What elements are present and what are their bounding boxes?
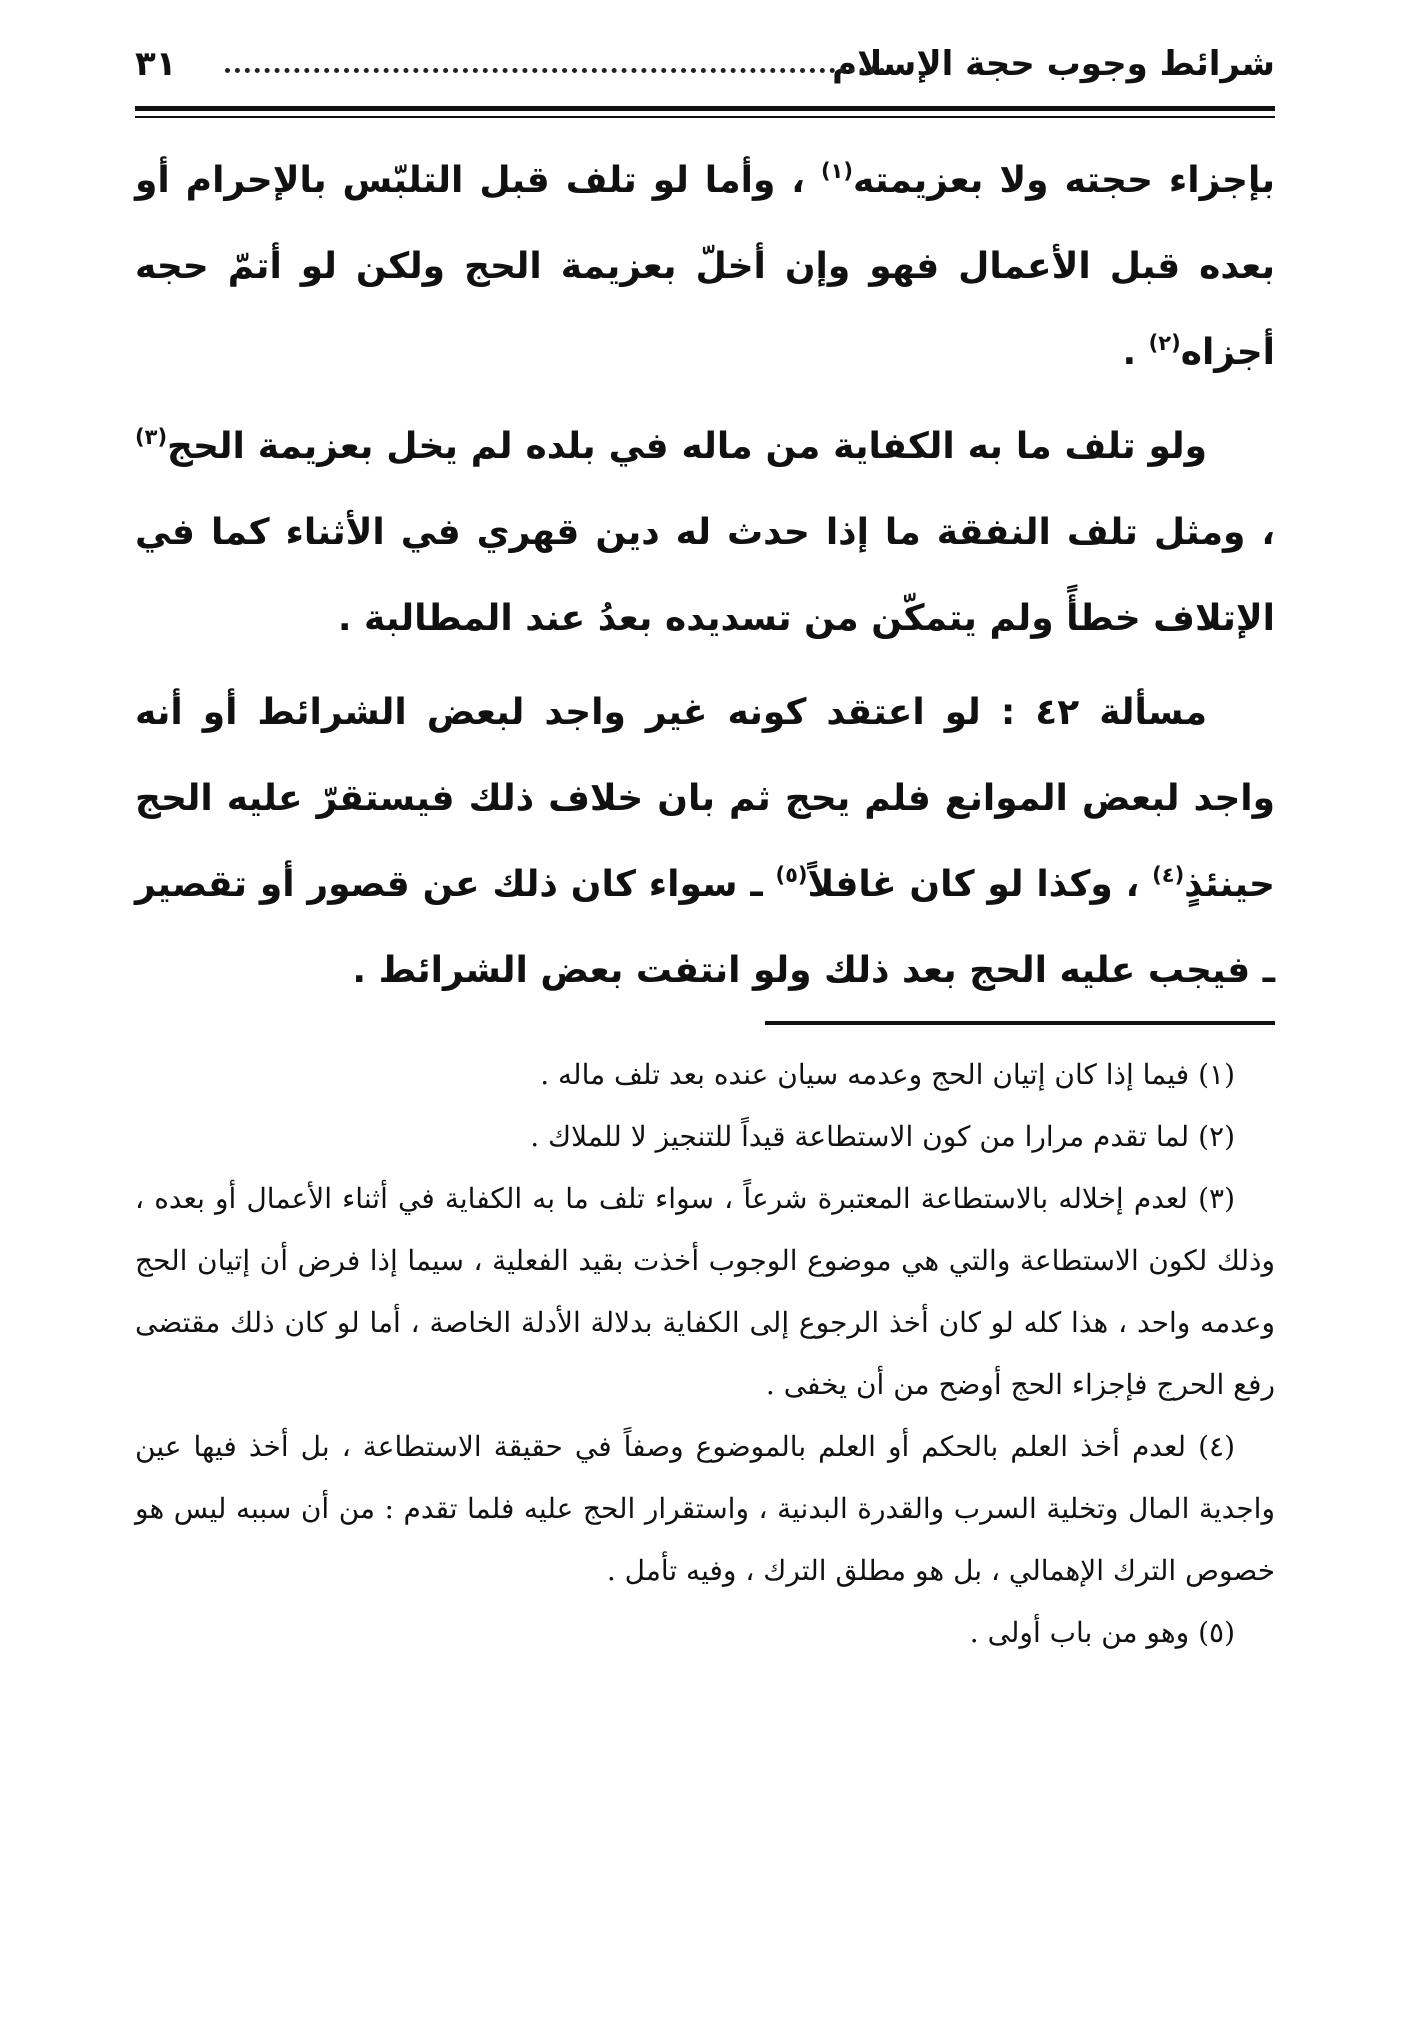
footnote-3: (٣) لعدم إخلاله بالاستطاعة المعتبرة شرعاً ، سواء تلف ما به الكفاية في أثناء الأعمال أو بعده ، وذلك لكون الاستطاعة والتي هي موضوع الوجوب أخذت بقيد الفعلية ، سيما إذا فرض أن إتيان الحج وعدمه واحد ، هذا كله لو كان أخذ الرجوع إلى الكفاية بدلالة الأدلة الخاصة ، أما لو كان ذلك مقتضى رفع الحرج فإجزاء الحج أوضح من أن يخفى . xyxy=(135,1182,1275,1401)
footnote-ref-5: (٥) xyxy=(775,863,808,887)
paragraph-1-text-2: ، وأما لو تلف قبل التلبّس بالإحرام أو بعده قبل الأعمال فهو وإن أخلّ بعزيمة الحج ولكن لو أتمّ حجه أجزاه xyxy=(135,160,1275,373)
footnote-ref-4: (٤) xyxy=(1152,863,1185,887)
paragraph-2-text-1: ولو تلف ما به الكفاية من ماله في بلده لم يخل بعزيمة الحج xyxy=(167,426,1207,467)
running-title: شرائط وجوب حجة الإسلام xyxy=(832,44,1275,84)
header-leader-dots xyxy=(225,68,885,73)
footnote-1: (١) فيما إذا كان إتيان الحج وعدمه سيان عنده بعد تلف ماله . xyxy=(540,1058,1235,1091)
paragraph-3-text-3: ـ سواء كان ذلك عن قصور أو تقصير ـ فيجب عليه الحج بعد ذلك ولو انتفت بعض الشرائط . xyxy=(135,864,1275,991)
paragraph-2 xyxy=(135,404,1275,662)
paragraph-3-text-1: مسألة ٤٢ : لو اعتقد كونه غير واجد لبعض الشرائط أو أنه واجد لبعض الموانع فلم يحج ثم بان خلاف ذلك فيستقرّ عليه الحج حينئذٍ xyxy=(135,692,1275,905)
page-header xyxy=(135,38,1275,98)
footnote-ref-3: (٣) xyxy=(135,425,168,449)
header-rule-thick xyxy=(135,106,1275,111)
paragraph-1-text-3: . xyxy=(1122,332,1149,373)
page-number: ٣١ xyxy=(135,44,177,84)
paragraph-1-text-1: بإجزاء حجته ولا بعزيمته xyxy=(852,160,1276,201)
footnotes xyxy=(135,1044,1275,1664)
paragraph-3-text-2: ، وكذا لو كان غافلاً xyxy=(807,864,1153,905)
footnote-5: (٥) وهو من باب أولى . xyxy=(969,1616,1235,1649)
footnote-ref-2: (٢) xyxy=(1148,331,1181,355)
footnote-2: (٢) لما تقدم مرارا من كون الاستطاعة قيداً للتنجيز لا للملاك . xyxy=(530,1120,1235,1153)
header-rule-thin xyxy=(135,116,1275,118)
paragraph-2-text-2: ، ومثل تلف النفقة ما إذا حدث له دين قهري في الأثناء كما في الإتلاف خطأً ولم يتمكّن من تسديده بعدُ عند المطالبة . xyxy=(135,512,1275,639)
footnote-ref-1: (١) xyxy=(820,159,853,183)
paragraph-3-masala-42 xyxy=(135,670,1275,1014)
footnote-4: (٤) لعدم أخذ العلم بالحكم أو العلم بالموضوع وصفاً في حقيقة الاستطاعة ، بل أخذ فيها عين واجدية المال وتخلية السرب والقدرة البدنية ، واستقرار الحج عليه فلما تقدم : من أن سببه ليس هو خصوص الترك الإهمالي ، بل هو مطلق الترك ، وفيه تأمل . xyxy=(135,1430,1275,1587)
footnote-separator xyxy=(765,1021,1275,1025)
paragraph-1 xyxy=(135,138,1275,396)
main-text xyxy=(135,138,1275,1014)
